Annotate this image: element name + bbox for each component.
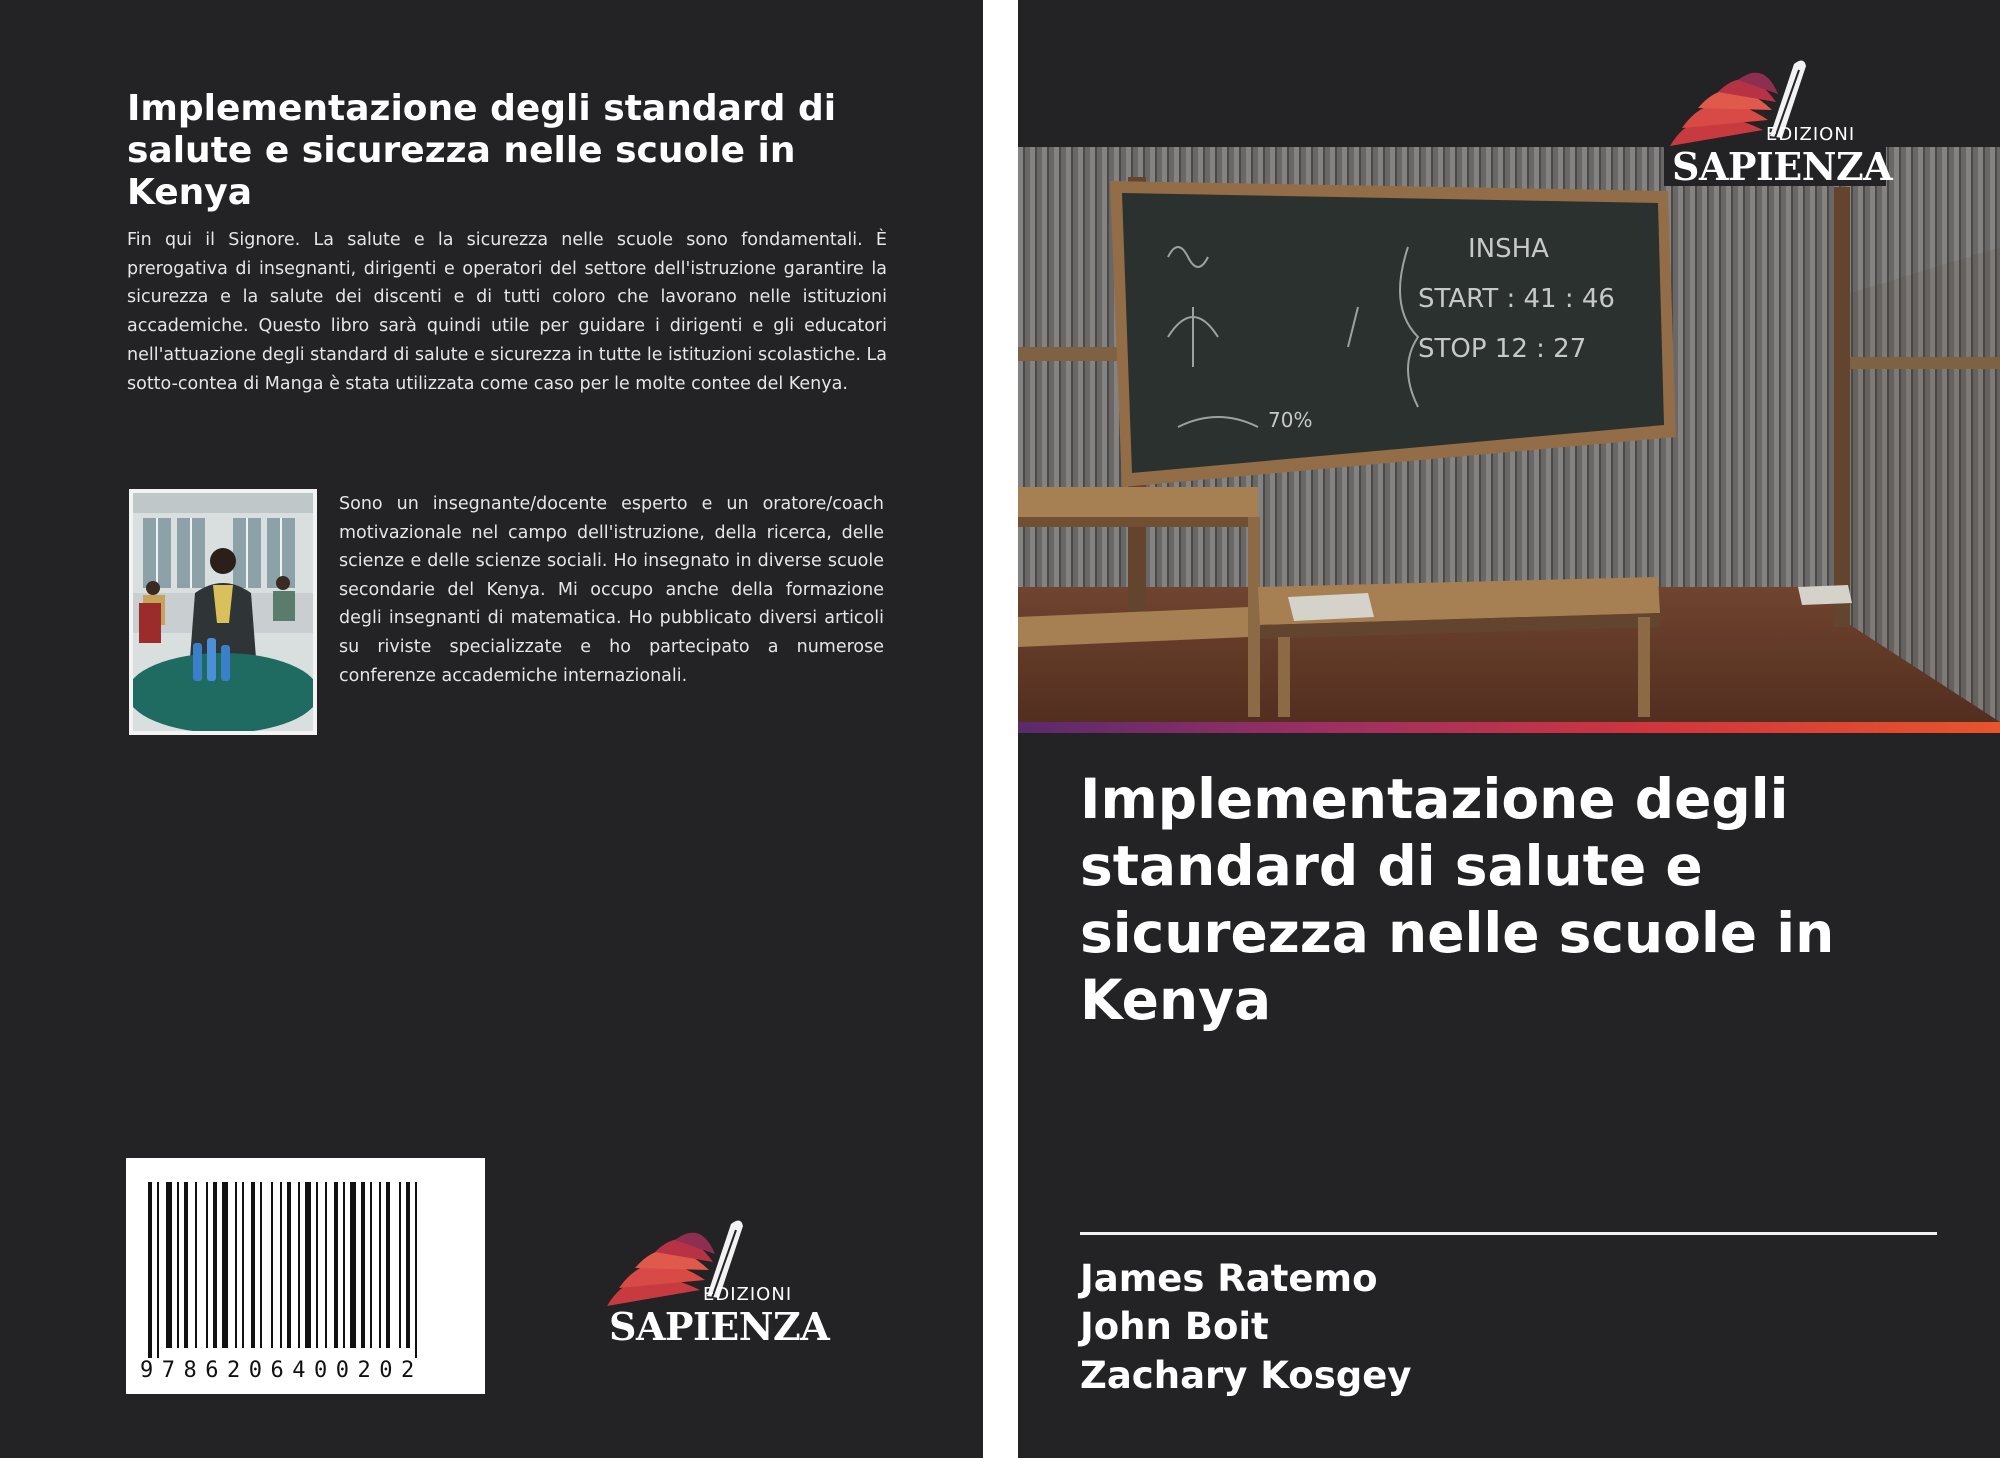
barcode-bar: [316, 1182, 318, 1348]
barcode-bar: [287, 1182, 291, 1348]
publisher-logo-back: [605, 1218, 830, 1349]
author-bio: Sono un insegnante/docente esperto e un oratore/coach motivazionale nel campo dell'istruzione, della ricerca, delle scienze e delle scienze sociali. Ho insegnato in diverse scuole secondarie del Kenya. Mi occupo anche della formazione degli insegnanti di matematica. Ho pubblicato diversi articoli su riviste specializzate e ho partecipato a numerose conferenze accademiche internazionali.: [339, 494, 884, 686]
barcode-bar: [271, 1182, 273, 1348]
front-cover-title: Implementazione degli standard di salute e sicurezza nelle scuole in Kenya: [1080, 767, 1835, 1032]
title-divider: [1080, 1232, 1937, 1235]
barcode-bar: [361, 1182, 365, 1348]
barcode-bar: [206, 1182, 208, 1348]
barcode-bar: [195, 1182, 197, 1348]
barcode-bar: [350, 1182, 356, 1348]
barcode-bar: [298, 1182, 300, 1348]
barcode-bar: [399, 1182, 401, 1348]
barcode-bar: [325, 1182, 327, 1348]
blackboard-line-2: START : 41 : 46: [1418, 284, 1615, 314]
blackboard-line-3: STOP 12 : 27: [1418, 334, 1587, 364]
blackboard-line-1: INSHA: [1468, 234, 1549, 264]
barcode-bar: [260, 1182, 262, 1348]
barcode-bar: [305, 1182, 311, 1348]
accent-stripe: [1018, 722, 2000, 733]
author-photo-image: [133, 493, 313, 731]
back-cover-title: Implementazione degli standard di salute e sicurezza nelle scuole in Kenya: [127, 88, 837, 213]
barcode-bar: [406, 1182, 410, 1348]
publisher-logo-front: [1668, 58, 1893, 189]
publisher-small-text: EDIZIONI: [703, 1284, 793, 1305]
author-photo: [129, 489, 317, 735]
barcode-bar: [222, 1182, 228, 1348]
barcode-bar: [235, 1182, 237, 1348]
barcode-bar: [177, 1182, 179, 1348]
spine: [983, 0, 1018, 1458]
publisher-small-text: EDIZIONI: [1766, 124, 1856, 145]
barcode-bar: [251, 1182, 255, 1348]
barcode-bar: [166, 1182, 172, 1348]
barcode-bar: [415, 1182, 417, 1358]
author-name-2: John Boit: [1080, 1305, 1269, 1348]
publisher-name: SAPIENZA: [609, 1304, 830, 1349]
author-name-1: James Ratemo: [1080, 1257, 1378, 1300]
barcode-bar: [343, 1182, 345, 1348]
barcode-bar: [242, 1182, 244, 1348]
barcode-bar: [280, 1182, 282, 1348]
barcode-bar: [386, 1182, 390, 1348]
barcode-bar: [213, 1182, 217, 1348]
barcode-bar: [148, 1182, 152, 1358]
author-name-3: Zachary Kosgey: [1080, 1354, 1412, 1397]
barcode: [126, 1158, 485, 1394]
barcode-bar: [334, 1182, 338, 1348]
classroom-photo: [1018, 147, 2000, 722]
barcode-bar: [379, 1182, 381, 1348]
barcode-bar: [370, 1182, 372, 1348]
classroom-photo-image: [1018, 147, 2000, 722]
blackboard-line-4: 70%: [1268, 408, 1313, 432]
barcode-bar: [157, 1182, 159, 1358]
isbn-digits: 9786206400202: [140, 1358, 423, 1383]
barcode-bar: [184, 1182, 188, 1348]
back-cover-blurb: Fin qui il Signore. La salute e la sicurezza nelle scuole sono fondamentali. È prerogativa di insegnanti, dirigenti e operatori del settore dell'istruzione garantire la sicurezza e la salute dei discenti e di tutti coloro che lavorano nelle istituzioni accademiche. Questo libro sarà quindi utile per guidare i dirigenti e gli educatori nell'attuazione degli standard di salute e sicurezza in tutte le istituzioni scolastiche. La sotto-contea di Manga è stata utilizzata come caso per le molte contee del Kenya.: [127, 230, 887, 394]
back-cover: [0, 0, 983, 1458]
publisher-name: SAPIENZA: [1672, 144, 1893, 189]
